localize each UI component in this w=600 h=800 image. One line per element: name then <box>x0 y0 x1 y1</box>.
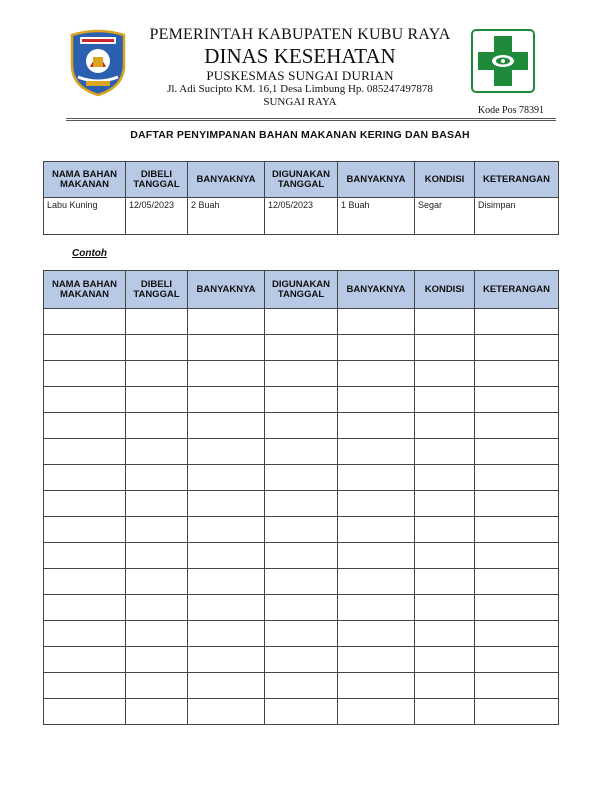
agency-name: DINAS KESEHATAN <box>204 43 396 68</box>
blank-cell <box>188 465 265 491</box>
blank-cell <box>265 543 338 569</box>
blank-column-header <box>188 271 265 309</box>
blank-cell <box>126 465 188 491</box>
blank-cell <box>126 569 188 595</box>
example-header-row <box>44 162 559 198</box>
table-row <box>44 335 559 361</box>
blank-cell <box>188 647 265 673</box>
blank-cell <box>126 413 188 439</box>
header-line: KONDISI <box>424 173 465 185</box>
blank-cell <box>475 595 559 621</box>
example-cell: Labu Kuning <box>44 198 126 235</box>
blank-cell <box>338 491 415 517</box>
blank-cell <box>338 465 415 491</box>
blank-cell <box>44 543 126 569</box>
blank-cell <box>265 491 338 517</box>
blank-cell <box>188 387 265 413</box>
blank-cell <box>338 413 415 439</box>
blank-cell <box>265 673 338 699</box>
blank-cell <box>126 335 188 361</box>
header-line: MAKANAN <box>59 178 110 190</box>
health-cross-icon <box>470 28 536 94</box>
blank-cell <box>475 517 559 543</box>
header-line: KETERANGAN <box>482 283 551 295</box>
header-line: DIBELI <box>140 278 173 290</box>
blank-cell <box>188 569 265 595</box>
header-line: DIGUNAKAN <box>271 278 331 290</box>
letterhead-divider <box>66 118 556 119</box>
blank-cell <box>265 647 338 673</box>
blank-cell <box>415 439 475 465</box>
city-line: SUNGAI RAYA <box>263 96 337 109</box>
blank-cell <box>475 621 559 647</box>
header-line: NAMA BAHAN <box>51 168 118 180</box>
blank-cell <box>475 387 559 413</box>
table-row <box>44 517 559 543</box>
blank-cell <box>44 673 126 699</box>
table-row <box>44 699 559 725</box>
example-column-header <box>44 162 126 198</box>
header-line: BANYAKNYA <box>346 283 406 295</box>
table-row <box>44 621 559 647</box>
example-cell: Disimpan <box>475 198 559 235</box>
example-column-header <box>415 162 475 198</box>
table-row <box>44 309 559 335</box>
blank-cell <box>338 387 415 413</box>
blank-cell <box>338 517 415 543</box>
blank-cell <box>44 491 126 517</box>
blank-cell <box>265 439 338 465</box>
blank-cell <box>126 673 188 699</box>
blank-cell <box>338 699 415 725</box>
blank-cell <box>44 621 126 647</box>
blank-cell <box>265 387 338 413</box>
header-line: KONDISI <box>424 283 465 295</box>
header-line: DIBELI <box>140 168 173 180</box>
blank-column-header <box>475 271 559 309</box>
blank-cell <box>188 621 265 647</box>
header-line: NAMA BAHAN <box>51 278 118 290</box>
blank-cell <box>415 413 475 439</box>
blank-cell <box>475 699 559 725</box>
blank-cell <box>338 361 415 387</box>
example-label: Contoh <box>72 248 107 259</box>
blank-cell <box>44 569 126 595</box>
blank-cell <box>475 335 559 361</box>
blank-column-header <box>265 271 338 309</box>
header-line: BANYAKNYA <box>346 173 406 185</box>
blank-column-header <box>126 271 188 309</box>
blank-cell <box>415 569 475 595</box>
blank-cell <box>475 543 559 569</box>
blank-cell <box>265 413 338 439</box>
blank-cell <box>44 647 126 673</box>
blank-cell <box>44 699 126 725</box>
blank-cell <box>265 335 338 361</box>
blank-cell <box>475 439 559 465</box>
table-row <box>44 491 559 517</box>
example-column-header <box>338 162 415 198</box>
table-row <box>44 387 559 413</box>
blank-cell <box>338 439 415 465</box>
blank-cell <box>126 595 188 621</box>
example-column-header <box>188 162 265 198</box>
blank-cell <box>338 309 415 335</box>
blank-cell <box>475 491 559 517</box>
letterhead-text <box>132 27 468 109</box>
blank-cell <box>126 491 188 517</box>
example-cell: 2 Buah <box>188 198 265 235</box>
government-name: PEMERINTAH KABUPATEN KUBU RAYA <box>149 26 451 43</box>
blank-cell <box>126 517 188 543</box>
blank-cell <box>338 595 415 621</box>
header-line: TANGGAL <box>133 178 180 190</box>
blank-cell <box>126 647 188 673</box>
address-line: Jl. Adi Sucipto KM. 16,1 Desa Limbung Hp. 085247497878 <box>167 83 433 96</box>
blank-cell <box>475 673 559 699</box>
header-line: KETERANGAN <box>482 173 551 185</box>
blank-cell <box>338 569 415 595</box>
blank-cell <box>188 673 265 699</box>
table-row <box>44 569 559 595</box>
table-row <box>44 361 559 387</box>
blank-cell <box>188 543 265 569</box>
letterhead-divider-thin <box>66 120 556 121</box>
blank-cell <box>44 309 126 335</box>
header-line: TANGGAL <box>277 288 325 300</box>
blank-column-header <box>338 271 415 309</box>
blank-cell <box>188 309 265 335</box>
header-line: MAKANAN <box>59 288 110 300</box>
blank-cell <box>44 595 126 621</box>
blank-cell <box>338 335 415 361</box>
blank-cell <box>415 309 475 335</box>
blank-cell <box>415 465 475 491</box>
blank-header-row <box>44 271 559 309</box>
blank-cell <box>415 673 475 699</box>
header-line: TANGGAL <box>277 178 325 190</box>
letterhead <box>0 0 600 120</box>
example-cell: 12/05/2023 <box>126 198 188 235</box>
table-row <box>44 543 559 569</box>
example-column-header <box>475 162 559 198</box>
blank-cell <box>415 361 475 387</box>
blank-form-table <box>43 270 559 725</box>
blank-cell <box>265 361 338 387</box>
header-line: BANYAKNYA <box>196 283 256 295</box>
blank-cell <box>415 517 475 543</box>
regency-crest-icon <box>66 27 130 97</box>
blank-cell <box>126 543 188 569</box>
blank-cell <box>44 439 126 465</box>
blank-column-header <box>44 271 126 309</box>
blank-cell <box>415 543 475 569</box>
table-row <box>44 465 559 491</box>
table-row <box>44 647 559 673</box>
blank-cell <box>415 699 475 725</box>
blank-cell <box>188 517 265 543</box>
table-row <box>44 413 559 439</box>
blank-cell <box>188 595 265 621</box>
puskesmas-name: PUSKESMAS SUNGAI DURIAN <box>206 67 394 83</box>
blank-cell <box>415 595 475 621</box>
example-cell: 12/05/2023 <box>265 198 338 235</box>
blank-cell <box>265 595 338 621</box>
header-line: BANYAKNYA <box>196 173 256 185</box>
blank-cell <box>126 309 188 335</box>
table-row <box>44 673 559 699</box>
blank-cell <box>265 465 338 491</box>
blank-cell <box>475 647 559 673</box>
blank-cell <box>415 621 475 647</box>
example-column-header <box>265 162 338 198</box>
blank-cell <box>188 413 265 439</box>
blank-cell <box>475 413 559 439</box>
blank-cell <box>44 387 126 413</box>
blank-cell <box>44 361 126 387</box>
blank-cell <box>415 387 475 413</box>
blank-cell <box>475 361 559 387</box>
blank-cell <box>415 647 475 673</box>
table-row <box>44 439 559 465</box>
blank-cell <box>265 569 338 595</box>
example-column-header <box>126 162 188 198</box>
blank-cell <box>265 517 338 543</box>
document-title: DAFTAR PENYIMPANAN BAHAN MAKANAN KERING DAN BASAH <box>130 129 470 141</box>
blank-cell <box>188 335 265 361</box>
blank-cell <box>475 309 559 335</box>
blank-cell <box>475 465 559 491</box>
blank-cell <box>126 699 188 725</box>
postal-code: Kode Pos 78391 <box>477 105 544 116</box>
blank-cell <box>126 387 188 413</box>
table-row <box>44 595 559 621</box>
header-line: DIGUNAKAN <box>271 168 331 180</box>
blank-table-body <box>44 309 559 725</box>
blank-cell <box>126 439 188 465</box>
example-cell: Segar <box>415 198 475 235</box>
header-line: TANGGAL <box>133 288 180 300</box>
example-row <box>44 198 559 235</box>
blank-cell <box>44 465 126 491</box>
blank-cell <box>126 621 188 647</box>
blank-cell <box>415 491 475 517</box>
blank-cell <box>188 699 265 725</box>
blank-cell <box>265 621 338 647</box>
blank-cell <box>415 335 475 361</box>
blank-cell <box>188 491 265 517</box>
blank-cell <box>475 569 559 595</box>
example-cell: 1 Buah <box>338 198 415 235</box>
blank-cell <box>44 335 126 361</box>
blank-cell <box>265 699 338 725</box>
blank-cell <box>338 647 415 673</box>
blank-column-header <box>415 271 475 309</box>
blank-cell <box>338 673 415 699</box>
example-table <box>43 161 559 235</box>
blank-cell <box>44 413 126 439</box>
blank-cell <box>188 361 265 387</box>
blank-cell <box>126 361 188 387</box>
blank-cell <box>338 621 415 647</box>
blank-cell <box>265 309 338 335</box>
blank-cell <box>338 543 415 569</box>
blank-cell <box>188 439 265 465</box>
blank-cell <box>44 517 126 543</box>
